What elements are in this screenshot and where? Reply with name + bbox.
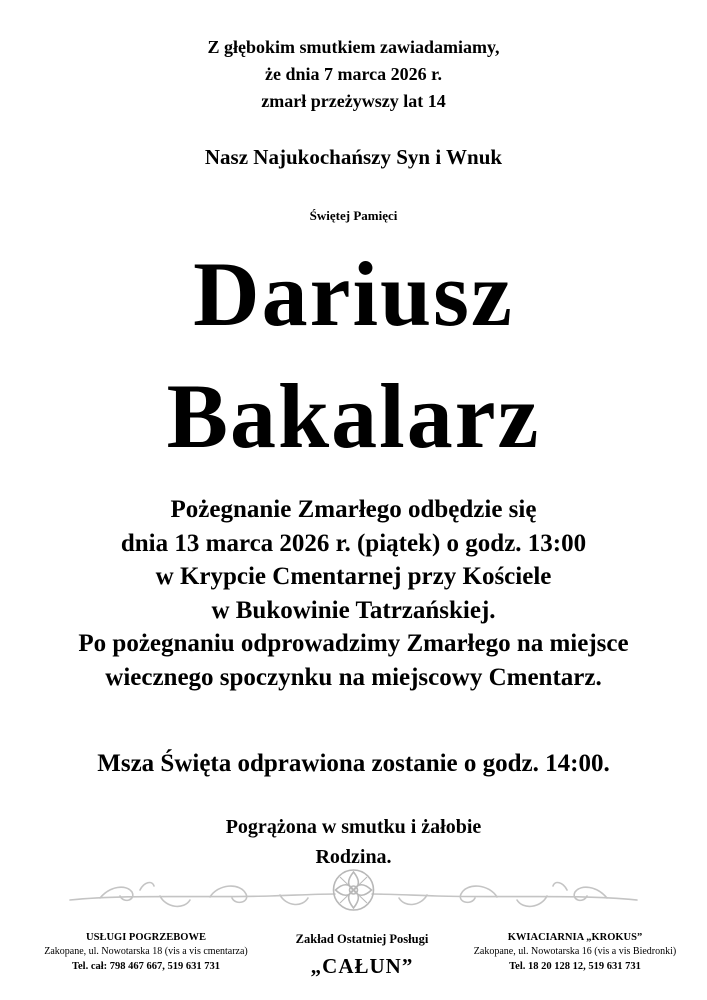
intro-line-2: że dnia 7 marca 2026 r. xyxy=(265,64,442,84)
details-line: Po pożegnaniu odprowadzimy Zmarłego na miejsce xyxy=(78,630,629,657)
footer-left-title: USŁUGI POGRZEBOWE xyxy=(86,932,206,943)
details-line: Pożegnanie Zmarłego odbędzie się xyxy=(170,496,537,523)
funeral-services-info xyxy=(36,930,256,974)
details-line: wiecznego spoczynku na miejscowy Cmentarz. xyxy=(105,663,602,691)
intro-line-1: Z głębokim smutkiem zawiadamiamy, xyxy=(207,37,500,57)
footer-right-address: Zakopane, ul. Nowotarska 16 (vis a vis Biedronki) xyxy=(473,946,677,957)
footer-left-address: Zakopane, ul. Nowotarska 18 (vis a vis cmentarza) xyxy=(44,946,248,957)
mass-info: Msza Święta odprawiona zostanie o godz. 14:00. xyxy=(97,750,610,777)
funeral-details xyxy=(0,493,707,694)
relation-subtitle: Nasz Najukochańszy Syn i Wnuk xyxy=(204,145,503,169)
footer-left-phone: Tel. cał: 798 467 667, 519 631 731 xyxy=(71,961,221,972)
first-name: Dariusz xyxy=(193,243,514,345)
details-line: w Bukowinie Tatrzańskiej. xyxy=(211,596,496,624)
family-line-1: Pogrążona w smutku i żałobie xyxy=(225,816,482,838)
footer-right-title: KWIACIARNIA „KROKUS” xyxy=(507,932,643,943)
floral-ornament-icon xyxy=(40,860,667,924)
family-line-2: Rodzina. xyxy=(315,846,392,868)
details-line: w Krypcie Cmentarnej przy Kościele xyxy=(155,563,552,590)
footer-center-name: „CAŁUN” xyxy=(310,954,414,978)
footer-center-title: Zakład Ostatniej Posługi xyxy=(295,932,429,946)
details-line: dnia 13 marca 2026 r. (piątek) o godz. 13:00 xyxy=(120,529,587,557)
florist-info xyxy=(470,930,680,974)
footer-right-phone: Tel. 18 20 128 12, 519 631 731 xyxy=(509,961,641,972)
last-name: Bakalarz xyxy=(166,365,541,467)
memory-label: Świętej Pamięci xyxy=(309,208,398,223)
funeral-home-info xyxy=(262,930,462,979)
intro-line-3: zmarł przeżywszy lat 14 xyxy=(261,91,446,111)
announcement-intro xyxy=(0,34,707,115)
